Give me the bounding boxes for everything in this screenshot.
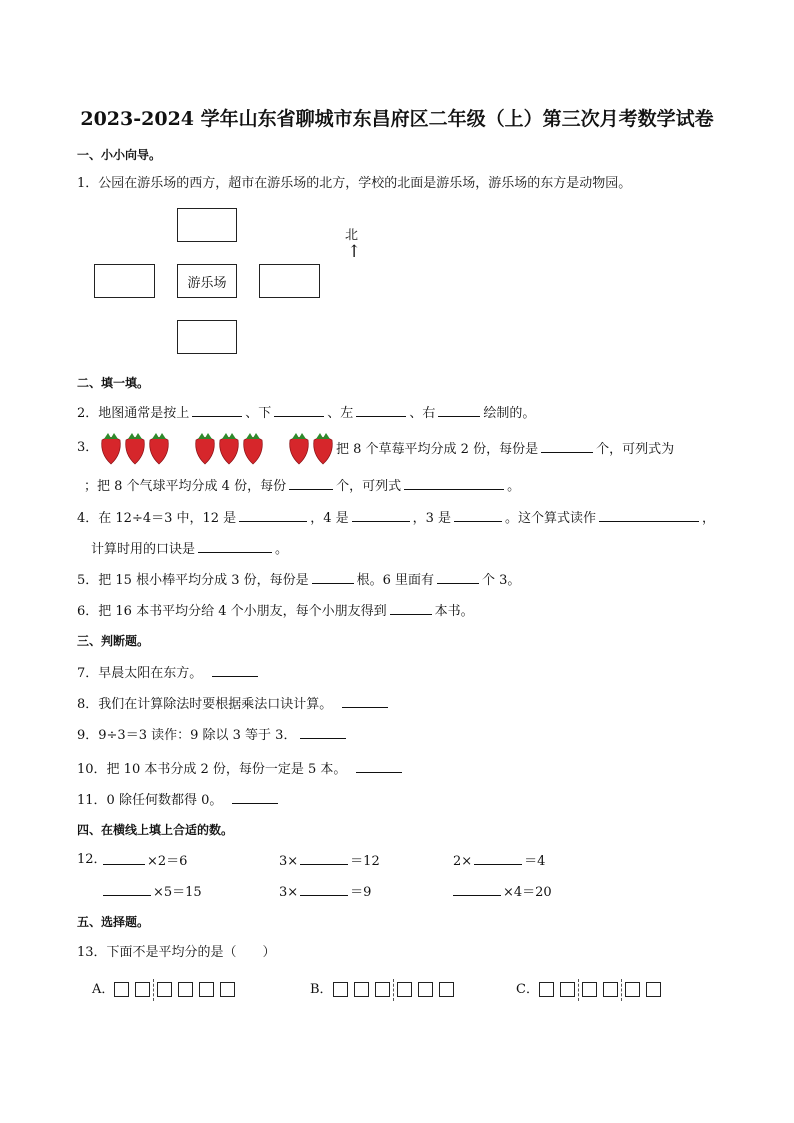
option-a-label: A． — [92, 982, 115, 997]
strawberry-group-2 — [193, 430, 267, 466]
q10-text: 10．把 10 本书分成 2 份，每份一定是 5 本。 — [77, 762, 347, 777]
square-icon — [135, 982, 150, 997]
q12-eq-5 — [279, 881, 371, 903]
q9-blank[interactable] — [300, 724, 346, 739]
q12-eq-1-text: ×2＝6 — [147, 854, 188, 869]
q12-eq-2-right: ＝12 — [350, 854, 380, 869]
q8-text: 8．我们在计算除法时要根据乘法口诀计算。 — [77, 697, 333, 712]
q12-blank-3[interactable] — [474, 850, 522, 865]
q2-blank-4[interactable] — [438, 402, 480, 417]
question-8 — [77, 693, 391, 715]
strawberry-icon — [290, 433, 309, 464]
q3-number: 3． — [77, 440, 99, 455]
question-13: 13．下面不是平均分的是（ ） — [77, 945, 276, 960]
q10-blank[interactable] — [356, 758, 402, 773]
q3-text-d: 个，可列式 — [336, 479, 402, 494]
q5-text-b: 根。6 里面有 — [356, 573, 435, 588]
strawberry-group-3 — [287, 430, 337, 466]
q3-text-e: 。 — [507, 479, 521, 494]
q5-text-c: 个 3。 — [482, 573, 521, 588]
q12-eq-2 — [279, 850, 380, 872]
q3-blank-2[interactable] — [289, 475, 333, 490]
dashed-divider — [153, 979, 154, 1001]
option-b-label: B． — [310, 982, 333, 997]
q5-text-a: 5．把 15 根小棒平均分成 3 份，每份是 — [77, 573, 309, 588]
q12-eq-3 — [453, 850, 545, 872]
question-5 — [77, 569, 520, 591]
q4-text-f: 计算时用的口诀是 — [91, 542, 196, 557]
q12-eq-4-text: ×5＝15 — [153, 885, 202, 900]
q12-blank-4[interactable] — [103, 881, 151, 896]
question-11 — [77, 789, 281, 811]
square-icon — [418, 982, 433, 997]
option-c[interactable] — [516, 978, 667, 1001]
q12-eq-6 — [453, 881, 552, 903]
page-title: 2023-2024 学年山东省聊城市东昌府区二年级（上）第三次月考数学试卷 — [80, 108, 714, 130]
square-icon — [439, 982, 454, 997]
section-heading-2: 二、填一填。 — [77, 376, 150, 390]
q12-number: 12． — [77, 852, 107, 867]
strawberry-icon — [126, 433, 145, 464]
q2-blank-1[interactable] — [192, 402, 242, 417]
q12-eq-4 — [103, 881, 202, 903]
strawberry-icon — [244, 433, 263, 464]
square-icon — [397, 982, 412, 997]
strawberry-icon — [150, 433, 169, 464]
map-box-east[interactable] — [259, 264, 320, 298]
q4-text-a: 4．在 12÷4＝3 中，12 是 — [77, 511, 237, 526]
q12-eq-6-text: ×4＝20 — [503, 885, 552, 900]
q4-blank-3[interactable] — [454, 507, 502, 522]
section-heading-5: 五、选择题。 — [77, 915, 150, 929]
q4-text-d: 。这个算式读作 — [505, 511, 597, 526]
question-3-line-1 — [336, 438, 674, 460]
square-icon — [539, 982, 554, 997]
strawberry-icon — [102, 433, 121, 464]
q12-blank-6[interactable] — [453, 881, 501, 896]
option-c-label: C． — [516, 982, 539, 997]
square-icon — [354, 982, 369, 997]
square-icon — [625, 982, 640, 997]
strawberry-group-1 — [99, 430, 173, 466]
q3-text-a: 把 8 个草莓平均分成 2 份，每份是 — [336, 442, 539, 457]
q6-text-a: 6．把 16 本书平均分给 4 个小朋友，每个小朋友得到 — [77, 604, 387, 619]
square-icon — [333, 982, 348, 997]
dashed-divider — [393, 979, 394, 1001]
q3-blank-1[interactable] — [541, 438, 593, 453]
q2-text-a: 2．地图通常是按上 — [77, 406, 190, 421]
square-icon — [375, 982, 390, 997]
question-4-line-1 — [77, 507, 715, 529]
option-b[interactable] — [310, 978, 460, 1001]
q4-text-b: ，4 是 — [310, 511, 349, 526]
q2-blank-3[interactable] — [356, 402, 406, 417]
q12-eq-3-right: ＝4 — [524, 854, 546, 869]
square-icon — [220, 982, 235, 997]
square-icon — [178, 982, 193, 997]
q2-text-b: 、下 — [245, 406, 272, 421]
q9-text: 9．9÷3＝3 读作：9 除以 3 等于 3． — [77, 728, 297, 743]
q6-text-b: 本书。 — [434, 604, 474, 619]
north-label: 北 — [345, 228, 359, 243]
q6-blank-1[interactable] — [390, 600, 432, 615]
map-center-label: 游乐场 — [187, 275, 227, 291]
square-icon — [603, 982, 618, 997]
question-6 — [77, 600, 474, 622]
square-icon — [646, 982, 661, 997]
q8-blank[interactable] — [342, 693, 388, 708]
question-10 — [77, 758, 405, 780]
q7-text: 7．早晨太阳在东方。 — [77, 666, 203, 681]
map-box-center — [177, 264, 237, 298]
north-arrow-icon: ↑ — [347, 242, 362, 262]
question-9 — [77, 724, 349, 746]
strawberry-icon — [314, 433, 333, 464]
q5-blank-1[interactable] — [312, 569, 354, 584]
q4-blank-5[interactable] — [198, 538, 272, 553]
q12-eq-2-left: 3× — [279, 854, 299, 869]
q12-eq-5-left: 3× — [279, 885, 299, 900]
q3-blank-3[interactable] — [404, 475, 504, 490]
map-box-north[interactable] — [177, 208, 237, 242]
dashed-divider — [621, 979, 622, 1001]
square-icon — [199, 982, 214, 997]
q2-blank-2[interactable] — [274, 402, 324, 417]
section-heading-4: 四、在横线上填上合适的数。 — [77, 823, 234, 837]
q3-text-c: ；把 8 个气球平均分成 4 份，每份 — [84, 479, 287, 494]
question-2 — [77, 402, 535, 424]
q11-blank[interactable] — [232, 789, 278, 804]
square-icon — [114, 982, 129, 997]
q12-blank-1[interactable] — [103, 850, 145, 865]
strawberry-icon — [196, 433, 215, 464]
q5-blank-2[interactable] — [437, 569, 479, 584]
question-4-line-2 — [91, 538, 288, 560]
q12-eq-3-left: 2× — [453, 854, 473, 869]
q4-blank-1[interactable] — [239, 507, 307, 522]
map-box-west[interactable] — [94, 264, 155, 298]
question-1: 1．公园在游乐场的西方，超市在游乐场的北方，学校的北面是游乐场，游乐场的东方是动物园。 — [77, 176, 632, 191]
square-icon — [157, 982, 172, 997]
section-heading-1: 一、小小向导。 — [77, 148, 162, 162]
question-3-line-2 — [84, 475, 520, 497]
q4-text-e: ， — [702, 511, 716, 526]
map-box-south[interactable] — [177, 320, 237, 354]
q2-text-c: 、左 — [327, 406, 354, 421]
q12-blank-5[interactable] — [300, 881, 348, 896]
strawberry-icon — [220, 433, 239, 464]
q2-text-d: 、右 — [409, 406, 436, 421]
q12-eq-1 — [103, 850, 187, 872]
q4-blank-4[interactable] — [599, 507, 699, 522]
dashed-divider — [578, 979, 579, 1001]
q2-text-e: 绘制的。 — [483, 406, 536, 421]
q4-text-g: 。 — [275, 542, 289, 557]
q12-eq-5-right: ＝9 — [350, 885, 372, 900]
question-7 — [77, 662, 261, 684]
q12-blank-2[interactable] — [300, 850, 348, 865]
q4-blank-2[interactable] — [352, 507, 410, 522]
option-a[interactable] — [92, 978, 241, 1001]
q3-text-b: 个，可列式为 — [596, 442, 675, 457]
q4-text-c: ，3 是 — [412, 511, 451, 526]
square-icon — [582, 982, 597, 997]
q11-text: 11．0 除任何数都得 0。 — [77, 793, 223, 808]
section-heading-3: 三、判断题。 — [77, 634, 150, 648]
square-icon — [560, 982, 575, 997]
q7-blank[interactable] — [212, 662, 258, 677]
